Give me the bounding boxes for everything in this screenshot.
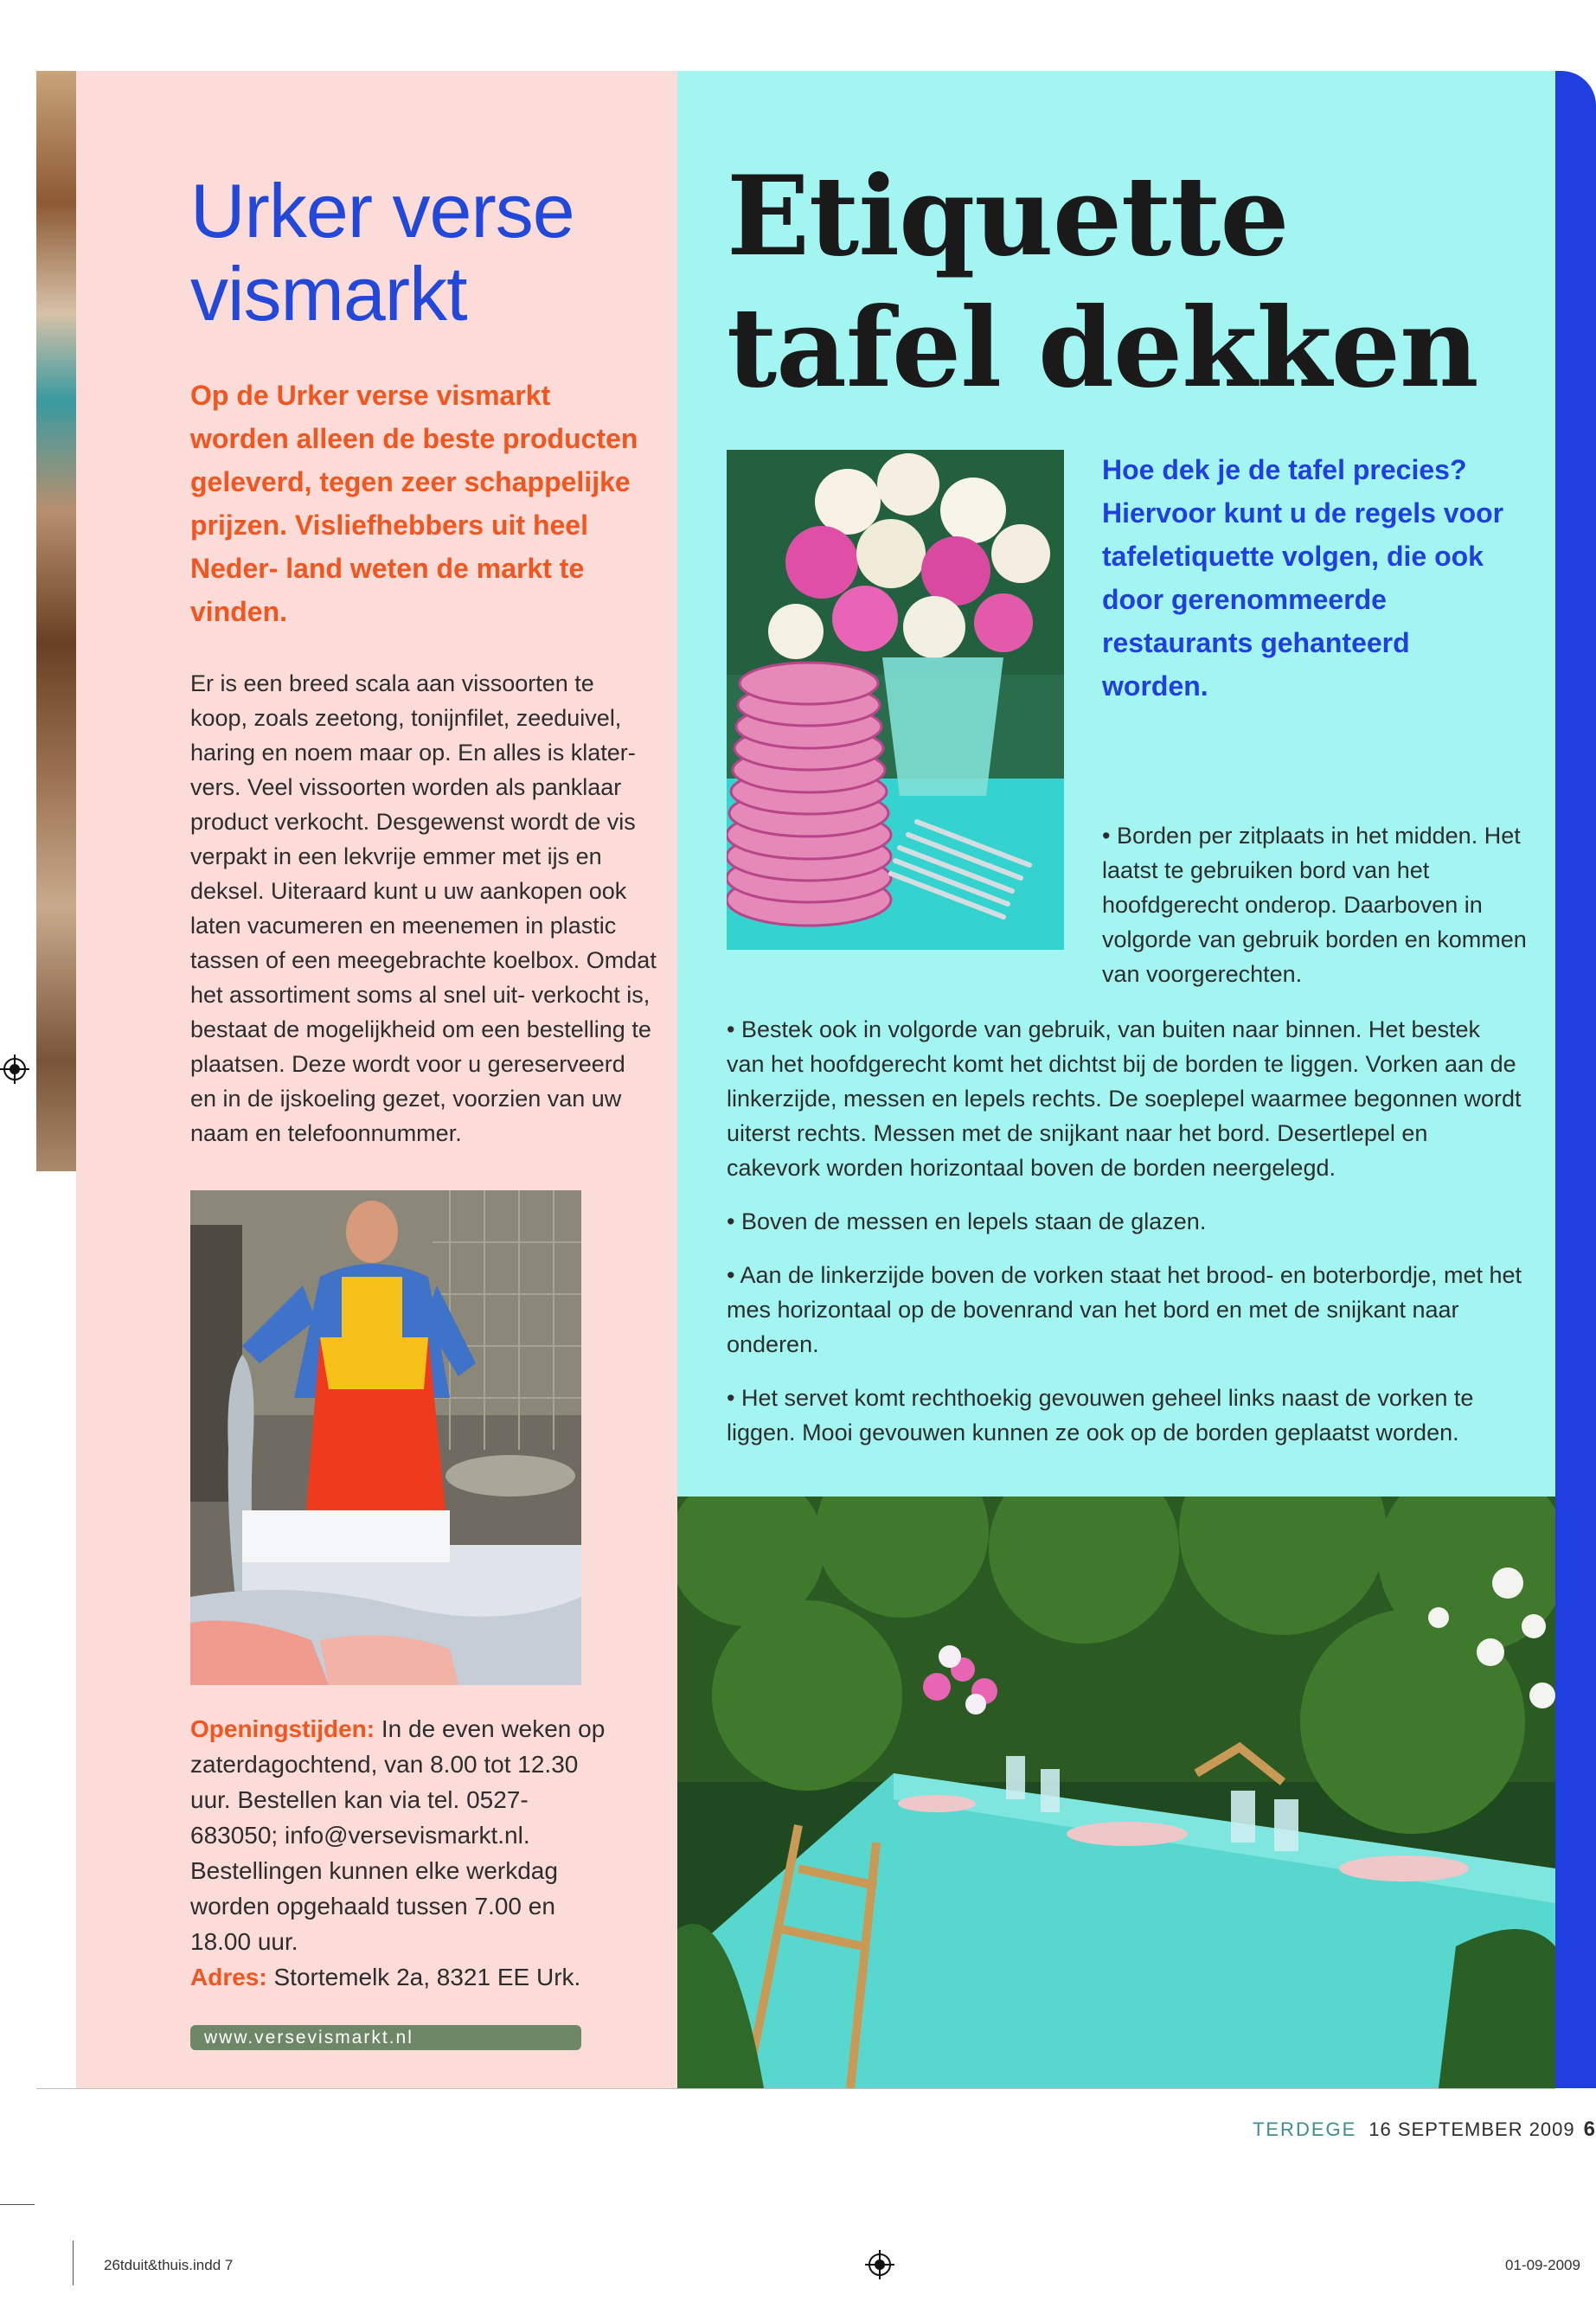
left-article-title: Urker verse vismarkt bbox=[190, 168, 574, 336]
slug-print-date: 01-09-2009 bbox=[1505, 2257, 1580, 2273]
magazine-name: TERDEGE bbox=[1252, 2118, 1357, 2140]
opening-hours-label: Openingstijden: bbox=[190, 1715, 375, 1742]
right-edge-blue-strip bbox=[1555, 71, 1596, 2088]
opening-hours-block bbox=[190, 1711, 606, 1995]
right-article-intro: Hoe dek je de tafel precies? Hiervoor kunt u de regels voor tafeletiquette volgen, die ook door gerenommeerde restaurants gehanteerd worden. bbox=[1102, 454, 1504, 702]
left-article-intro: Op de Urker verse vismarkt worden alleen de beste producten geleverd, tegen zeer schappelijke prijzen. Visliefhebbers uit heel Neder- land weten de markt te vinden. bbox=[190, 380, 638, 627]
opening-hours-text: In de even weken op zaterdagochtend, van 8.00 tot 12.30 uur. Bestellen kan via tel. 0527- 683050; info@versevismarkt.nl. Bestellingen kunnen elke werkdag worden opgehaald tussen 7.00 en 18.00 uur. bbox=[190, 1715, 606, 1955]
issue-date: 16 SEPTEMBER 2009 bbox=[1368, 2118, 1575, 2140]
bullet-bread-plate: • Aan de linkerzijde boven de vorken staat het brood- en boterbordje, met het mes horizontaal op de bovenrand van het bord en met de snijkant naar onderen. bbox=[727, 1262, 1522, 1357]
garden-table-photo bbox=[677, 1497, 1555, 2088]
bullet-plates: • Borden per zitplaats in het midden. Het laatst te gebruiken bord van het hoofdgerecht onderop. Daarboven in volgorde van gebruik borden en kommen van voorgerechten. bbox=[1102, 823, 1527, 987]
bullet-glasses: • Boven de messen en lepels staan de glazen. bbox=[727, 1208, 1207, 1234]
page-number: 6 bbox=[1583, 2118, 1596, 2141]
address-text: Stortemelk 2a, 8321 EE Urk. bbox=[266, 1964, 581, 1990]
crop-mark bbox=[0, 2204, 35, 2205]
slug-filename: 26tduit&thuis.indd 7 bbox=[104, 2257, 234, 2273]
right-article-title bbox=[727, 151, 1505, 413]
left-edge-photo-strip bbox=[36, 71, 76, 1171]
address-label: Adres: bbox=[190, 1964, 267, 1990]
bullet-napkin: • Het servet komt rechthoekig gevouwen geheel links naast de vorken te liggen. Mooi gevouwen kunnen ze ook op de borden geplaatst worden. bbox=[727, 1385, 1474, 1445]
title-line-2: tafel dekken bbox=[727, 284, 1478, 412]
registration-mark-icon bbox=[0, 1054, 29, 1084]
bullet-cutlery: • Bestek ook in volgorde van gebruik, van buiten naar binnen. Het bestek van het hoofdgerecht komt het dichtst bij de borden te liggen. Vorken aan de linkerzijde, messen en lepels rechts. De soeplepel waarmee begonnen wordt uiterst rechts. Messen met de snijkant naar het bord. Desertlepel en cakevork worden horizontaal boven de borden neergelegd. bbox=[727, 1016, 1522, 1181]
title-line-1: Etiquette bbox=[727, 152, 1289, 280]
crop-mark-vertical bbox=[73, 2240, 74, 2285]
flowers-plates-photo bbox=[727, 450, 1064, 950]
fishmonger-photo bbox=[190, 1190, 581, 1685]
left-article-body: Er is een breed scala aan vissoorten te koop, zoals zeetong, tonijnfilet, zeeduivel, haring en noem maar op. En alles is klater- vers. Veel vissoorten worden als panklaar product verkocht. Desgewenst wordt de vis verpakt in een lekvrije emmer met ijs en deksel. Uiteraard kunt u uw aankopen ook laten vacumeren en meenemen in plastic tassen of een meegebrachte koelbox. Omdat het assortiment soms al snel uit- verkocht is, bestaat de mogelijkheid om een bestelling te plaatsen. Deze wordt voor u gereserveerd en in de ijskoeling gezet, voorzien van uw naam en telefoonnummer. bbox=[190, 670, 657, 1146]
registration-mark-icon bbox=[865, 2250, 894, 2279]
website-link-bar[interactable]: www.versevismarkt.nl bbox=[190, 2025, 581, 2050]
footer-rule bbox=[36, 2088, 1555, 2089]
running-footer bbox=[1125, 2118, 1596, 2142]
etiquette-bullet-list bbox=[727, 1012, 1522, 1469]
